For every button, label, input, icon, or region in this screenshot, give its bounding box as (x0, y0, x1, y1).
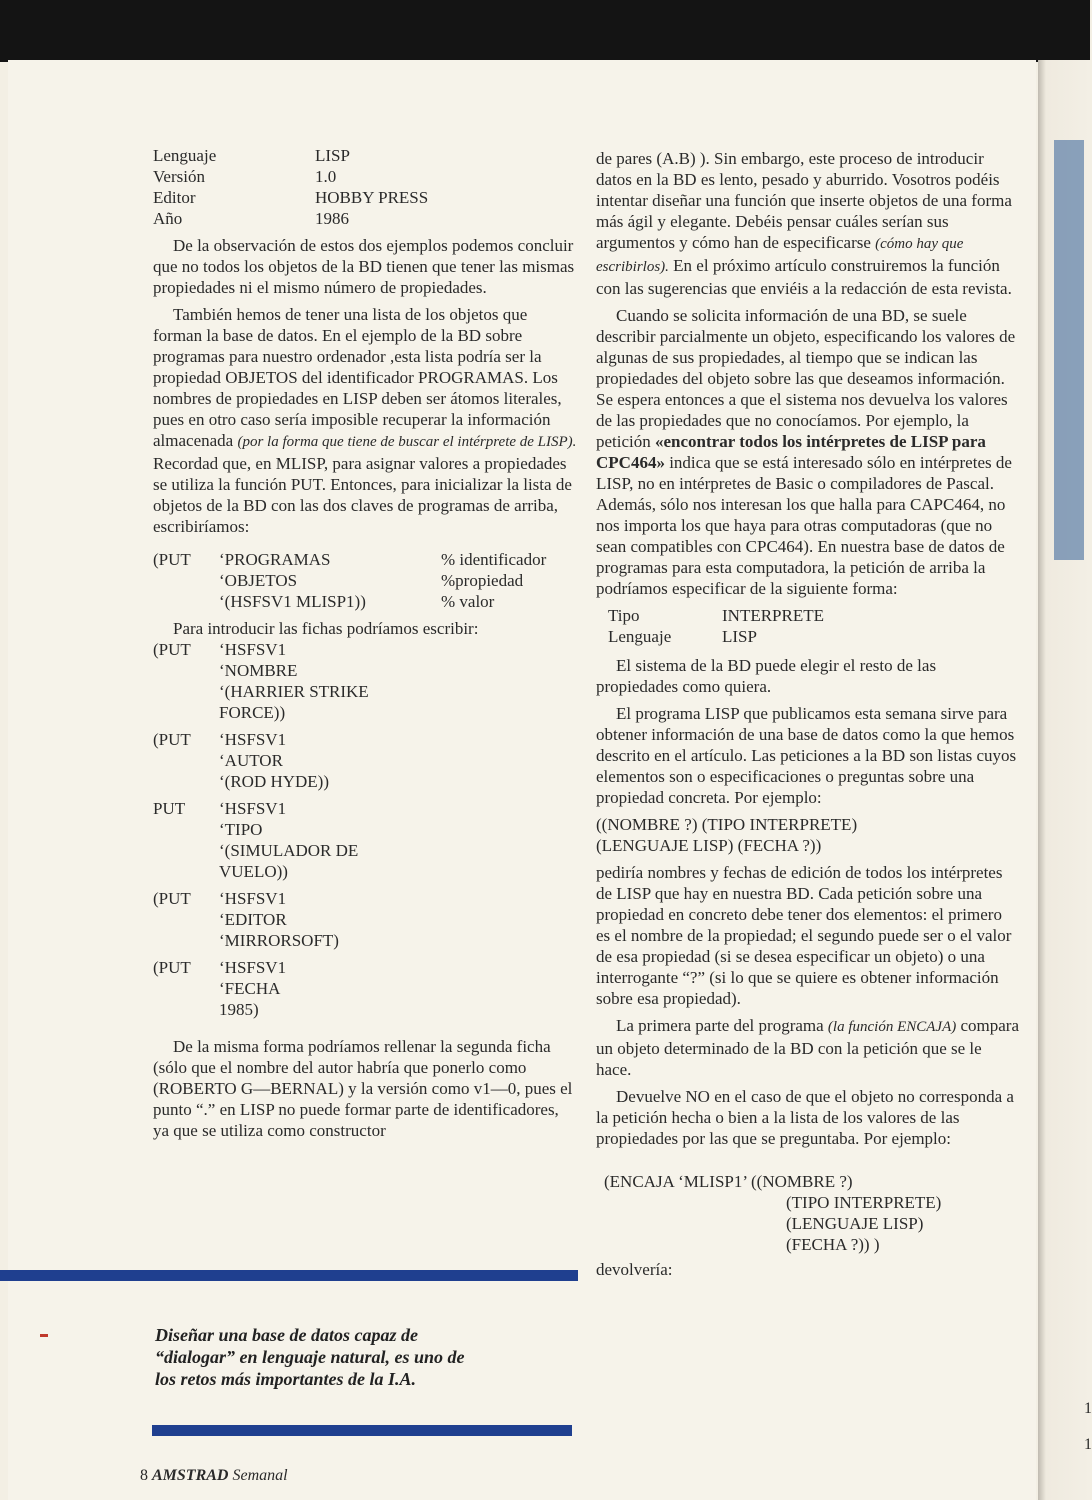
code-token: ‘HSFSV1 (219, 799, 287, 818)
paragraph: El sistema de la BD puede elegir el resto de las propiedades como quiera. (596, 656, 937, 696)
page-footer (140, 1467, 288, 1485)
code-token: ‘EDITOR (219, 910, 287, 929)
code-token (153, 999, 219, 1020)
code-block-records (153, 639, 577, 1020)
code-comment: % identificador (441, 550, 547, 569)
code-token: ‘TIPO (219, 820, 263, 839)
code-token: (PUT (153, 889, 191, 908)
next-page-edge (1038, 60, 1090, 1500)
code-line: (FECHA ?)) ) (786, 1235, 880, 1254)
code-token: ‘(SIMULADOR DE (219, 841, 359, 860)
page-number: 8 (140, 1467, 148, 1484)
paragraph: De la misma forma podríamos rellenar la segunda ficha (sólo que el nombre del autor habría que ponerlo como (ROBERTO G—BERNAL) y la versión como v1—0, pues el punto “.” en LISP no puede formar parte de identificadores, ya que se utiliza como constructor (153, 1037, 573, 1140)
code-token: (PUT (153, 550, 191, 569)
code-line: (TIPO INTERPRETE) (786, 1193, 942, 1212)
code-block-objects (153, 549, 577, 612)
code-token: ‘HSFSV1 (219, 958, 287, 977)
next-page-title-strip (1054, 140, 1084, 560)
code-comment: %propiedad (441, 571, 524, 590)
left-column (153, 145, 577, 1147)
code-token: ‘(HSFSV1 MLISP1)) (219, 592, 366, 611)
code-line: ((NOMBRE ?) (TIPO INTERPRETE) (596, 815, 858, 834)
code-token (153, 660, 219, 681)
paragraph (596, 148, 1020, 299)
code-token: ‘OBJETOS (219, 571, 298, 590)
encaja-example (604, 1171, 1020, 1255)
code-token: ‘FECHA (219, 979, 281, 998)
paragraph-italic: (la función ENCAJA) (827, 1019, 957, 1035)
spec-key: Año (153, 209, 183, 228)
code-token (153, 861, 219, 882)
edge-digit: 1 (1084, 1400, 1092, 1417)
code-line: (ENCAJA ‘MLISP1’ ((NOMBRE ?) (604, 1172, 853, 1191)
spec-key: Versión (153, 167, 205, 186)
code-token (153, 909, 219, 930)
paragraph: pediría nombres y fechas de edición de todos los intérpretes de LISP que hay en nuestra BD. Cada petición sobre una propiedad en concreto debe tener dos elementos: el primero es el nombre de la propiedad; el segundo puede ser o el valor de esa propiedad (si se desea especificar un objeto) o una interrogante “?” (si lo que se quiere es obtener información sobre esa propiedad). (596, 863, 1012, 1008)
spec-value: HOBBY PRESS (315, 188, 429, 207)
paragraph-text: En el próximo artículo construiremos la función con las sugerencias que enviéis a la redacción de esta revista. (596, 256, 1012, 298)
ink-mark (40, 1334, 48, 1337)
paragraph-text: Recordad que, en MLISP, para asignar valores a propiedades se utiliza la función PUT. Entonces, para inicializar la lista de objetos de la BD con las dos claves de programas de arriba, escribiríamos: (153, 454, 572, 536)
paragraph-text: Cuando se solicita información de una BD, se suele describir parcialmente un objeto, especificando los valores de algunas de sus propiedades, al tiempo que se indican las propiedades del objeto sobre las que deseamos información. Se espera entonces a que el sistema nos devuelva los valores de las propiedades que no conocíamos. Por ejemplo, la petición (596, 306, 1016, 451)
spec-value: 1.0 (315, 167, 337, 186)
code-token: ‘HSFSV1 (219, 640, 287, 659)
paragraph-text: La primera parte del programa (616, 1016, 828, 1035)
paragraph: devolvería: (596, 1260, 673, 1279)
code-token: ‘MIRRORSOFT) (219, 931, 339, 950)
code-token: ‘(HARRIER STRIKE (219, 682, 369, 701)
code-token: ‘(ROD HYDE)) (219, 772, 330, 791)
code-token (153, 978, 219, 999)
code-token: (PUT (153, 640, 191, 659)
spec-key: Lenguaje (608, 627, 672, 646)
paragraph (596, 1015, 1020, 1080)
right-column (596, 148, 1020, 1286)
paragraph: De la observación de estos dos ejemplos podemos concluir que no todos los objetos de la BD tienen que tener las mismas propiedades ni el mismo número de propiedades. (153, 236, 575, 297)
spec-key: Lenguaje (153, 146, 217, 165)
code-line: (LENGUAJE LISP) (FECHA ?)) (596, 836, 822, 855)
magazine-subtitle: Semanal (232, 1467, 288, 1484)
code-token (153, 840, 219, 861)
divider-rule (152, 1425, 572, 1436)
spec-value: LISP (722, 627, 757, 646)
code-token: ‘NOMBRE (219, 661, 298, 680)
paragraph: El programa LISP que publicamos esta semana sirve para obtener información de una base de datos como la que hemos descrito en el artículo. Las peticiones a la BD son listas cuyos elementos son o especificaciones o preguntas sobre una propiedad concreta. Por ejemplo: (596, 704, 1017, 807)
paragraph-text: indica que se está interesado sólo en intérpretes de LISP, no en intérpretes de Basic o compiladores de Pascal. Además, sólo nos interesan los que halla para CAPC464, no nos importa los que haya para otras computadoras (que no sean compatibles con CPC464). En nuestra base de datos de programas para esta computadora, la petición de arriba la podríamos especificar de la siguiente forma: (596, 453, 1012, 598)
paragraph (596, 305, 1020, 599)
code-token: (PUT (153, 958, 191, 977)
code-token (153, 750, 219, 771)
code-token: VUELO)) (219, 862, 288, 881)
paragraph-text: También hemos de tener una lista de los objetos que forman la base de datos. En el ejemplo de la BD sobre programas para nuestro ordenador ,esta lista podría ser la propiedad OBJETOS del identificador PROGRAMAS. Los nombres de propiedades en LISP deben ser átomos literales, pues en otro caso sería imposible recuperar la información almacenada (153, 305, 562, 450)
code-comment: % valor (441, 592, 495, 611)
code-token: 1985) (219, 1000, 259, 1019)
paragraph-text: compara un objeto determinado de la BD con la petición que se le hace. (596, 1016, 1020, 1079)
code-token: PUT (153, 799, 186, 818)
spec-value: LISP (315, 146, 350, 165)
paragraph (153, 304, 577, 537)
scan-top-band (0, 0, 1090, 62)
query-spec (608, 605, 1020, 647)
divider-rule (0, 1270, 578, 1281)
code-token: ‘AUTOR (219, 751, 283, 770)
paragraph-italic: (por la forma que tiene de buscar el intérprete de LISP). (237, 434, 577, 450)
paragraph-text: de pares (A.B) ). Sin embargo, este proceso de introducir datos en la BD es lento, pesado y aburrido. Vosotros podéis intentar diseñar una función que inserte objetos de una forma más ágil y elegante. Debéis pensar cuáles serían sus argumentos y cómo han de especificarse (596, 149, 1012, 252)
spec-value: INTERPRETE (722, 606, 824, 625)
code-token: FORCE)) (219, 703, 286, 722)
code-token (153, 930, 219, 951)
query-example (596, 814, 1020, 856)
paragraph-bold: «encontrar todos los intérpretes de LISP para CPC464» (596, 432, 986, 472)
code-token (153, 702, 219, 723)
pull-quote: Diseñar una base de datos capaz de “dialogar” en lenguaje natural, es uno de los retos más importantes de la I.A. (155, 1325, 465, 1389)
code-token (153, 570, 219, 591)
code-token (153, 681, 219, 702)
code-token: ‘HSFSV1 (219, 730, 287, 749)
code-line: (LENGUAJE LISP) (786, 1214, 924, 1233)
spec-key: Editor (153, 188, 196, 207)
spec-key: Tipo (608, 606, 640, 625)
code-token: ‘PROGRAMAS (219, 550, 331, 569)
spec-value: 1986 (315, 209, 349, 228)
edge-digit: 1 (1084, 1436, 1092, 1453)
code-token: (PUT (153, 730, 191, 749)
code-intro: Para introducir las fichas podríamos escribir: (173, 619, 479, 638)
paragraph-italic: (cómo hay que escribirlos). (596, 236, 964, 275)
code-token (153, 591, 219, 612)
code-token (153, 771, 219, 792)
spec-table (153, 145, 577, 229)
code-token: ‘HSFSV1 (219, 889, 287, 908)
magazine-name: AMSTRAD (152, 1467, 229, 1484)
paragraph: Devuelve NO en el caso de que el objeto no corresponda a la petición hecha o bien a la lista de los valores de las propiedades por las que se preguntaba. Por ejemplo: (596, 1087, 1014, 1148)
code-token (153, 819, 219, 840)
